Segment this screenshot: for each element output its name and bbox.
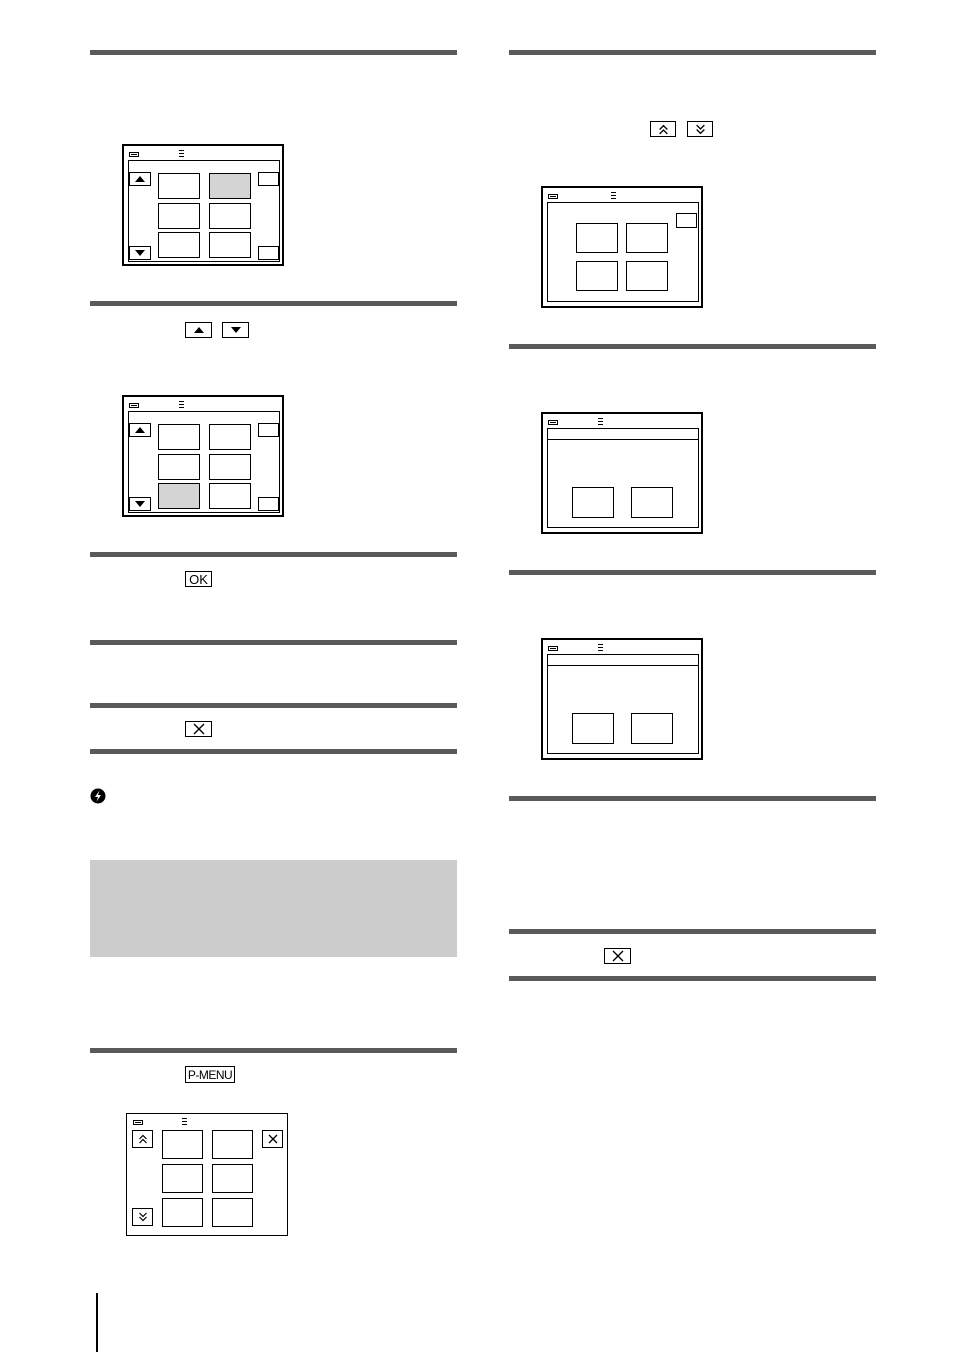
title-divider bbox=[547, 439, 699, 440]
section-rule bbox=[509, 570, 876, 575]
lcd-screen-index-2 bbox=[122, 395, 284, 517]
battery-icon bbox=[129, 403, 139, 408]
section-rule bbox=[509, 976, 876, 981]
close-key[interactable] bbox=[604, 948, 631, 964]
section-rule bbox=[509, 50, 876, 55]
side-button[interactable] bbox=[258, 497, 279, 511]
menu-cell[interactable] bbox=[626, 223, 668, 253]
menu-cell[interactable] bbox=[158, 203, 200, 229]
page-up-key[interactable] bbox=[650, 121, 676, 137]
triangle-down-icon bbox=[135, 250, 145, 256]
menu-cell[interactable] bbox=[576, 261, 618, 291]
lcd-screen-pmenu bbox=[126, 1113, 288, 1236]
section-rule bbox=[90, 1048, 457, 1053]
lcd-screen-index-1 bbox=[122, 144, 284, 266]
ok-key[interactable]: OK bbox=[185, 571, 212, 587]
menu-cell[interactable] bbox=[209, 203, 251, 229]
close-button[interactable] bbox=[262, 1130, 283, 1148]
cancel-button[interactable] bbox=[631, 713, 673, 744]
side-button[interactable] bbox=[676, 213, 697, 228]
menu-cell[interactable] bbox=[209, 232, 251, 258]
lcd-screen-confirm-2 bbox=[541, 638, 703, 760]
lcd-frame bbox=[547, 654, 699, 754]
scroll-down-button[interactable] bbox=[129, 497, 151, 511]
triangle-up-icon bbox=[135, 427, 145, 433]
pmenu-key[interactable]: P-MENU bbox=[185, 1066, 235, 1083]
battery-icon bbox=[548, 420, 558, 425]
shaded-section-box bbox=[90, 860, 457, 957]
close-x-icon bbox=[193, 723, 205, 735]
down-key[interactable] bbox=[222, 322, 249, 338]
page-margin-bar bbox=[96, 1293, 98, 1352]
close-x-icon bbox=[268, 1134, 278, 1144]
menu-cell[interactable] bbox=[209, 454, 251, 480]
menu-cell[interactable] bbox=[212, 1198, 253, 1227]
battery-icon bbox=[129, 152, 139, 157]
menu-cell[interactable] bbox=[209, 424, 251, 450]
lcd-screen-confirm-1 bbox=[541, 412, 703, 534]
menu-cell[interactable] bbox=[158, 173, 200, 199]
section-rule bbox=[90, 703, 457, 708]
menu-cell[interactable] bbox=[212, 1164, 253, 1193]
section-rule bbox=[90, 640, 457, 645]
confirm-button[interactable] bbox=[572, 713, 614, 744]
title-divider bbox=[547, 665, 699, 666]
section-rule bbox=[509, 796, 876, 801]
media-indicator-icon bbox=[179, 401, 184, 408]
cancel-button[interactable] bbox=[631, 487, 673, 518]
menu-cell[interactable] bbox=[158, 454, 200, 480]
page-down-key[interactable] bbox=[687, 121, 713, 137]
scroll-down-button[interactable] bbox=[129, 246, 151, 260]
section-rule bbox=[509, 929, 876, 934]
close-key[interactable] bbox=[185, 721, 212, 737]
section-rule bbox=[509, 344, 876, 349]
battery-icon bbox=[548, 194, 558, 199]
menu-cell[interactable] bbox=[162, 1130, 203, 1159]
media-indicator-icon bbox=[179, 150, 184, 157]
triangle-up-icon bbox=[135, 176, 145, 182]
menu-cell[interactable] bbox=[158, 424, 200, 450]
section-rule bbox=[90, 749, 457, 754]
side-button[interactable] bbox=[258, 172, 279, 186]
menu-cell[interactable] bbox=[212, 1130, 253, 1159]
menu-cell[interactable] bbox=[162, 1198, 203, 1227]
page-down-button[interactable] bbox=[132, 1208, 153, 1226]
confirm-button[interactable] bbox=[572, 487, 614, 518]
section-rule bbox=[90, 50, 457, 55]
section-rule bbox=[90, 552, 457, 557]
scroll-up-button[interactable] bbox=[129, 172, 151, 186]
menu-cell[interactable] bbox=[209, 483, 251, 509]
menu-cell[interactable] bbox=[576, 223, 618, 253]
menu-cell[interactable] bbox=[162, 1164, 203, 1193]
media-indicator-icon bbox=[598, 644, 603, 651]
close-x-icon bbox=[612, 950, 624, 962]
double-chevron-up-icon bbox=[658, 124, 669, 135]
menu-cell-selected[interactable] bbox=[209, 173, 251, 199]
triangle-down-icon bbox=[135, 501, 145, 507]
side-button[interactable] bbox=[258, 246, 279, 260]
side-button[interactable] bbox=[258, 423, 279, 437]
page-up-button[interactable] bbox=[132, 1130, 153, 1148]
up-key[interactable] bbox=[185, 322, 212, 338]
battery-icon bbox=[133, 1120, 143, 1125]
menu-cell[interactable] bbox=[158, 232, 200, 258]
lcd-frame bbox=[547, 428, 699, 528]
triangle-up-icon bbox=[194, 327, 204, 333]
section-rule bbox=[90, 301, 457, 306]
double-chevron-down-icon bbox=[138, 1212, 148, 1222]
media-indicator-icon bbox=[182, 1118, 187, 1125]
media-indicator-icon bbox=[611, 192, 616, 199]
lcd-screen-submenu bbox=[541, 186, 703, 308]
media-indicator-icon bbox=[598, 418, 603, 425]
double-chevron-down-icon bbox=[695, 124, 706, 135]
scroll-up-button[interactable] bbox=[129, 423, 151, 437]
battery-icon bbox=[548, 646, 558, 651]
menu-cell-selected[interactable] bbox=[158, 483, 200, 509]
caution-icon bbox=[90, 788, 106, 804]
double-chevron-up-icon bbox=[138, 1134, 148, 1144]
menu-cell[interactable] bbox=[626, 261, 668, 291]
triangle-down-icon bbox=[231, 327, 241, 333]
